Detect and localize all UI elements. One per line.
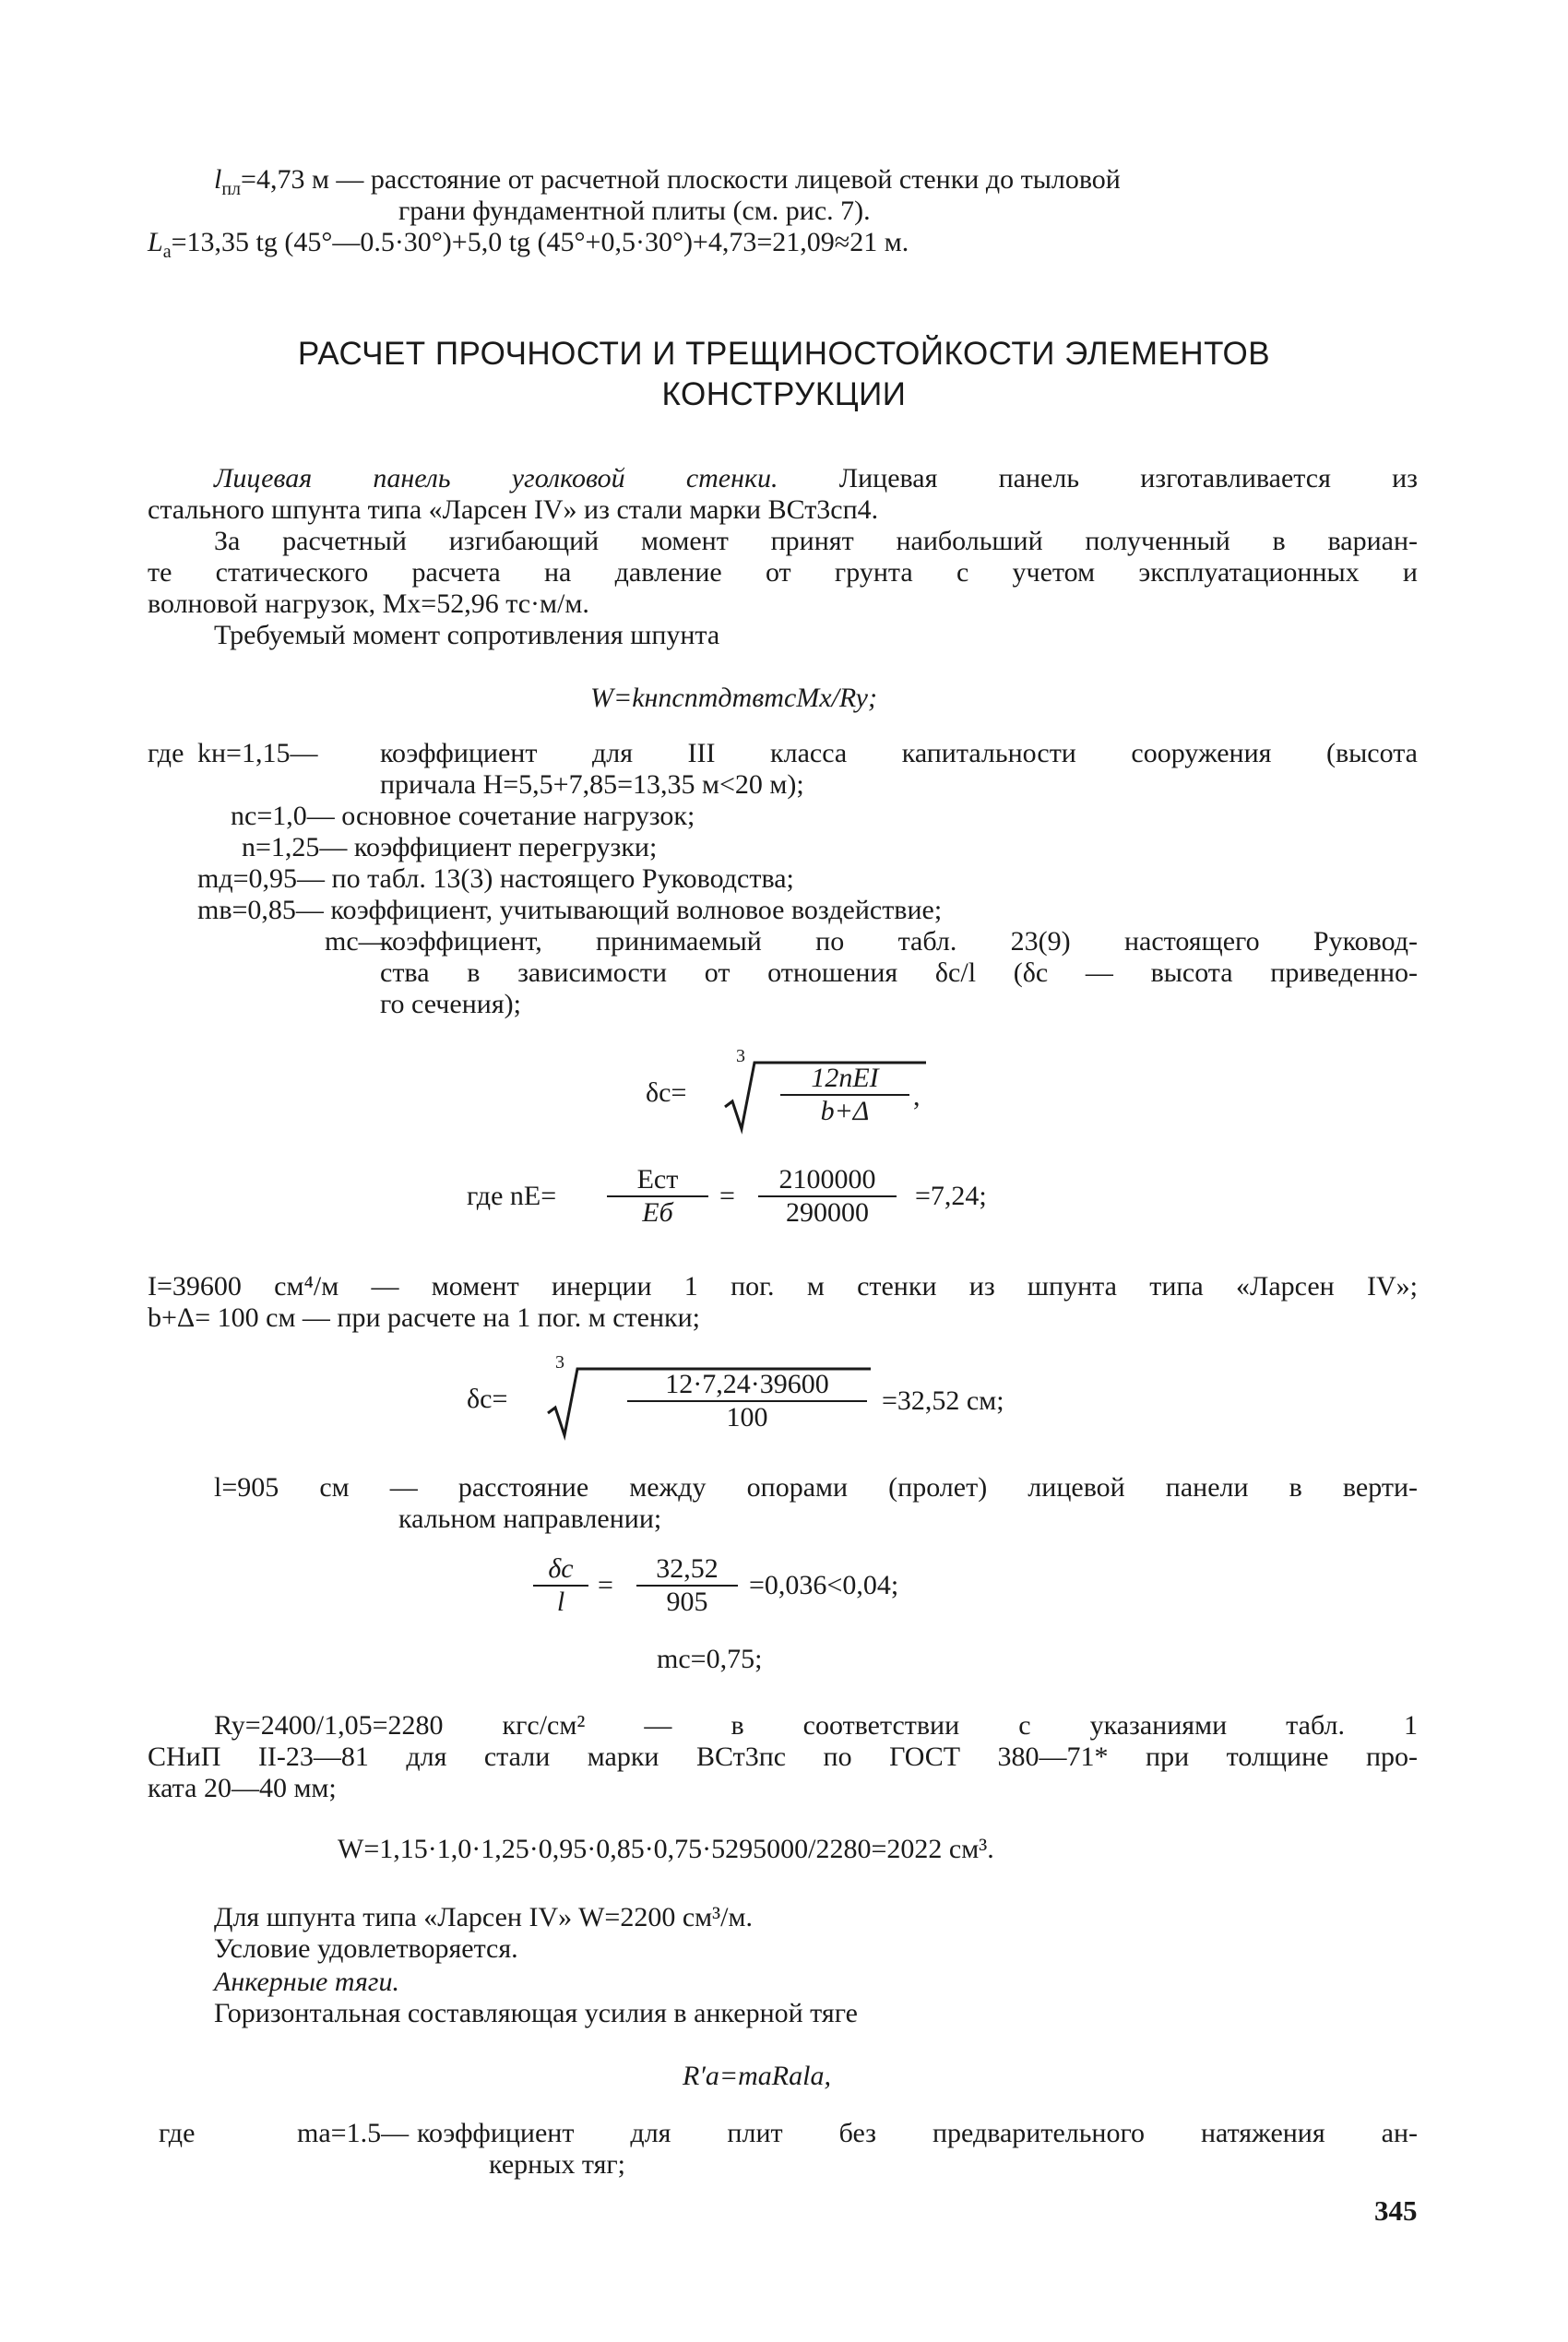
fraction-numerator: 2100000 — [778, 1164, 876, 1195]
formula-lhs: где nE= — [467, 1181, 557, 1211]
text-line: Условие удовлетворяется. — [214, 1933, 518, 1964]
text-line: n=1,25— коэффициент перегрузки; — [242, 832, 658, 862]
text-line: mв=0,85— коэффициент, учитывающий волновое воздействие; — [197, 895, 943, 925]
formula-delta2-fraction — [627, 1369, 867, 1433]
fraction-denominator: l — [556, 1587, 565, 1617]
def-n — [242, 832, 657, 863]
def-l-line2 — [398, 1504, 661, 1535]
formula-text: mc=0,75; — [657, 1644, 763, 1674]
text-line: Ry=2400/1,05=2280 кгс/см² — в соответствии с указаниями табл. 1 — [214, 1710, 1418, 1741]
concl-line1 — [214, 1902, 753, 1933]
text-line: стального шпунта типа «Ларсен IV» из стали марки ВСт3сп4. — [148, 494, 879, 525]
formula-ne-lhs — [467, 1181, 556, 1212]
fraction-numerator: Eст — [636, 1164, 679, 1195]
section-heading — [148, 334, 1420, 415]
def-mc-line3 — [380, 989, 521, 1020]
symbol-subscript: a — [162, 242, 172, 262]
def-nc — [231, 801, 695, 832]
fraction-denominator: 905 — [666, 1587, 708, 1617]
formula-ne-eq — [719, 1181, 735, 1212]
radical-index: 3 — [736, 1046, 745, 1066]
def-b — [148, 1302, 700, 1334]
formula-ne-fraction1 — [607, 1164, 708, 1229]
formula-delta2-lhs — [467, 1384, 507, 1415]
def-mc-line2 — [380, 957, 1418, 989]
def-ma-line1 — [417, 2118, 1418, 2149]
formula-mc — [657, 1644, 762, 1675]
la-text: =13,35 tg (45°—0.5·30°)+5,0 tg (45°+0,5·30°)+4,73=21,09≈21 м. — [171, 227, 909, 257]
def-kn-symbol — [197, 738, 317, 769]
text-line: I=39600 см⁴/м — момент инерции 1 пог. м стенки из шпунта типа «Ларсен IV»; — [148, 1271, 1418, 1302]
fraction-denominator: Eб — [642, 1197, 673, 1228]
fraction-numerator: 12·7,24·39600 — [665, 1369, 829, 1399]
formula-w2 — [338, 1834, 994, 1865]
formula-tail: =7,24; — [915, 1181, 987, 1211]
kn-symbol: kн=1,15— — [197, 738, 318, 768]
para2-line2 — [148, 557, 1418, 588]
def-mv — [197, 895, 942, 926]
line-lpl-continuation — [398, 196, 871, 227]
symbol-L: L — [148, 227, 163, 257]
text-line: За расчетный изгибающий момент принят наибольший полученный в вариан- — [214, 526, 1418, 556]
text-line: те статического расчета на давление от грунта с учетом эксплуатационных и — [148, 557, 1418, 588]
text-line: l=905 см — расстояние между опорами (пролет) лицевой панели в верти- — [214, 1472, 1418, 1503]
def-ma-line2 — [489, 2149, 625, 2181]
line-la-formula — [148, 227, 909, 267]
where-word: где — [148, 738, 184, 768]
radical-index: 3 — [555, 1352, 564, 1373]
text-line: Требуемый момент сопротивления шпунта — [214, 620, 720, 650]
def-md — [197, 863, 794, 895]
formula-ratio-fraction2 — [636, 1553, 738, 1618]
def-mc-symbol — [325, 926, 386, 957]
formula-tail: , — [913, 1081, 921, 1112]
para2-line3 — [148, 588, 589, 620]
text-line: коэффициент, принимаемый по табл. 23(9) настоящего Руковод- — [380, 926, 1418, 957]
formula-delta1-fraction — [780, 1063, 909, 1127]
fraction-denominator: b+Δ — [820, 1096, 870, 1126]
formula-ne-tail — [915, 1181, 987, 1212]
formula-text: W=1,15·1,0·1,25·0,95·0,85·0,75·5295000/2280=2022 см³. — [338, 1834, 994, 1864]
def-where — [148, 738, 184, 769]
para3-line1 — [214, 620, 719, 651]
formula-delta2-tail — [882, 1385, 1004, 1417]
text-line: коэффициент для III класса капитальности сооружения (высота — [380, 738, 1418, 768]
text-line: СНиП II-23—81 для стали марки ВСт3пс по ГОСТ 380—71* при толщине про- — [148, 1742, 1418, 1772]
formula-eq: = — [598, 1570, 613, 1600]
def-kn-line2 — [380, 769, 804, 801]
formula-ne-fraction2 — [758, 1164, 897, 1229]
formula-ratio-eq — [598, 1570, 613, 1601]
def-ma-symbol — [297, 2118, 409, 2149]
text-line: причала H=5,5+7,85=13,35 м<20 м); — [380, 769, 804, 800]
anchor-title-text: Анкерные тяги. — [214, 1967, 400, 1997]
para2-line1 — [214, 526, 1418, 557]
text-line: кальном направлении; — [398, 1504, 662, 1534]
concl-line2 — [214, 1933, 518, 1965]
text-line: коэффициент для плит без предварительного натяжения ан- — [417, 2118, 1418, 2148]
text-line: ства в зависимости от отношения δc/l (δc — высота приведенно- — [380, 957, 1418, 988]
text-line: b+Δ= 100 см — при расчете на 1 пог. м стенки; — [148, 1302, 700, 1333]
ry-line2 — [148, 1742, 1418, 1773]
text-line: mд=0,95— по табл. 13(3) настоящего Руководства; — [197, 863, 794, 894]
text-line: ката 20—40 мм; — [148, 1773, 337, 1803]
formula-w — [590, 683, 877, 714]
para1-line1 — [214, 463, 1418, 494]
heading-line-1: РАСЧЕТ ПРОЧНОСТИ И ТРЕЩИНОСТОЙКОСТИ ЭЛЕМЕНТОВ — [297, 336, 1271, 372]
symbol-subscript: пл — [221, 179, 242, 199]
text-line: грани фундаментной плиты (см. рис. 7). — [398, 196, 871, 226]
formula-ra — [683, 2061, 831, 2092]
formula-ratio-tail — [749, 1570, 898, 1601]
ma-symbol: ma=1.5— — [297, 2118, 410, 2148]
formula-delta1-lhs — [646, 1077, 686, 1109]
formula-tail: =0,036<0,04; — [749, 1570, 899, 1600]
para1-rest: Лицевая панель изготавливается из — [838, 463, 1418, 493]
def-ma-where — [159, 2118, 195, 2149]
fraction-denominator: 290000 — [786, 1197, 869, 1228]
text-line: керных тяг; — [489, 2149, 626, 2180]
ry-line3 — [148, 1773, 337, 1804]
formula-lhs: δc= — [646, 1077, 687, 1108]
where-word: где — [159, 2118, 196, 2148]
anchor-title — [214, 1967, 399, 1998]
formula-delta1-tail — [913, 1081, 921, 1112]
text-line: Горизонтальная составляющая усилия в анкерной тяге — [214, 1998, 858, 2028]
fraction-numerator: 32,52 — [656, 1553, 719, 1584]
text-line: Для шпунта типа «Ларсен IV» W=2200 см³/м. — [214, 1902, 753, 1932]
para1-line2 — [148, 494, 878, 526]
fraction-denominator: 100 — [726, 1402, 768, 1433]
lpl-text: =4,73 м — расстояние от расчетной плоскости лицевой стенки до тыловой — [241, 164, 1121, 195]
heading-line-2: КОНСТРУКЦИИ — [661, 376, 907, 412]
symbol-l: l — [214, 164, 222, 195]
formula-lhs: δc= — [467, 1384, 508, 1414]
def-I — [148, 1271, 1418, 1302]
text-line: волновой нагрузок, Mx=52,96 тс·м/м. — [148, 588, 589, 619]
anchor-line1 — [214, 1998, 858, 2029]
mc-symbol: mc— — [325, 926, 386, 957]
para1-italic-title: Лицевая панель уголковой стенки. — [214, 463, 778, 493]
def-kn-line1 — [380, 738, 1418, 769]
def-mc-line1 — [380, 926, 1418, 957]
ry-line1 — [214, 1710, 1418, 1742]
text-line: nc=1,0— основное сочетание нагрузок; — [231, 801, 695, 831]
formula-eq: = — [719, 1181, 735, 1211]
text-line: го сечения); — [380, 989, 521, 1019]
formula-text: W=kнncnmдmвmcMx/Ry; — [590, 683, 877, 713]
fraction-numerator: δc — [548, 1553, 574, 1584]
formula-text: R′a=maRala, — [683, 2061, 831, 2091]
page-number: 345 — [1374, 2194, 1418, 2227]
formula-ratio-fraction1 — [533, 1553, 588, 1618]
def-l-line1 — [214, 1472, 1418, 1504]
fraction-numerator: 12nEI — [811, 1063, 879, 1093]
formula-tail: =32,52 см; — [882, 1385, 1004, 1416]
